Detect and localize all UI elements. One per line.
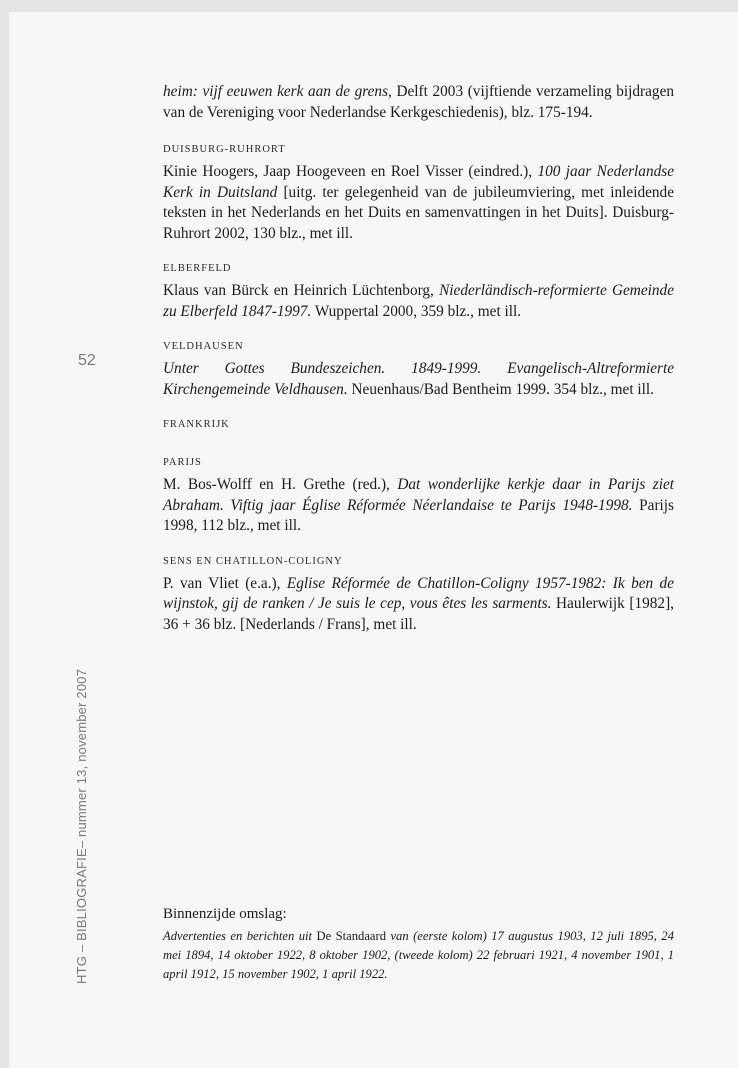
entry-title: Dat wonderlijke kerkje daar in Parijs ziet Abraham. Viftig jaar Église Réformée Néerlandaise te Parijs 1948-1998.	[163, 476, 674, 514]
country-heading: FRANKRIJK	[163, 419, 230, 430]
running-footer: HTG – BIBLIOGRAFIE– nummer 13, november 2007	[74, 668, 89, 984]
entry-text	[163, 475, 674, 537]
entry-details: Parijs 1998, 112 blz., met ill.	[163, 496, 675, 534]
section-heading: SENS EN CHATILLON-COLIGNY	[163, 555, 343, 567]
page-number: 52	[78, 352, 96, 369]
entry-title: heim: vijf eeuwen kerk aan de grens	[163, 83, 389, 100]
section-elberfeld	[163, 262, 674, 322]
section-sens	[163, 555, 674, 636]
entry-authors: Kinie Hoogers, Jaap Hoogeveen en Roel Visser (eindred.),	[163, 163, 538, 180]
entry-details: [uitg. ter gelegenheid van de jubileumviering, met inleidende teksten in het Nederlands en het Duits en samenvattingen in het Duits]. Duisburg-Ruhrort 2002, 130 blz., met ill.	[163, 183, 674, 242]
entry-text	[163, 574, 674, 636]
section-heading: VELDHAUSEN	[163, 341, 244, 352]
newspaper-name: De Standaard	[316, 929, 386, 943]
section-heading: PARIJS	[163, 457, 202, 468]
entry-title: Unter Gottes Bundeszeichen. 1849-1999. Evangelisch-Altreformierte Kirchengemeinde Veldhausen.	[163, 360, 674, 398]
note-title: Binnenzijde omslag:	[163, 906, 287, 922]
entry-text	[163, 281, 674, 322]
entry-details: , Delft 2003 (vijftiende verzameling bijdragen van de Vereniging voor Nederlandse Kerkgeschiedenis), blz. 175-194.	[163, 83, 675, 121]
section-heading: ELBERFELD	[163, 263, 232, 274]
cover-note	[163, 905, 674, 984]
entry-text	[163, 359, 674, 400]
entry-authors: M. Bos-Wolff en H. Grethe (red.),	[163, 476, 398, 493]
entry-authors: Klaus van Bürck en Heinrich Lüchtenborg,	[163, 282, 440, 299]
section-parijs	[163, 456, 674, 537]
section-heading: DUISBURG-RUHRORT	[163, 144, 286, 155]
entry-text	[163, 162, 674, 244]
note-text	[163, 927, 674, 984]
note-text-a: Advertenties en berichten uit	[163, 929, 317, 943]
entry-title: Niederländisch-reformierte Gemeinde zu Elberfeld 1847-1997.	[163, 282, 674, 320]
entry-text	[163, 82, 674, 123]
section-duisburg	[163, 143, 674, 244]
entry-details: Wuppertal 2000, 359 blz., met ill.	[311, 302, 522, 320]
continued-entry	[163, 82, 674, 123]
entry-title: 100 jaar Nederlandse Kerk in Duitsland	[163, 163, 674, 201]
note-text-b: van (eerste kolom) 17 augustus 1903, 12 juli 1895, 24 mei 1894, 14 oktober 1922, 8 oktober 1902, (tweede kolom) 22 februari 1921, 4 november 1901, 1 april 1912, 15 november 1902, 1 april 1922.	[163, 929, 674, 981]
section-veldhausen	[163, 340, 674, 400]
bibliography-content	[163, 82, 674, 653]
entry-details: Neuenhaus/Bad Bentheim 1999. 354 blz., met ill.	[347, 380, 654, 398]
entry-authors: P. van Vliet (e.a.),	[163, 574, 287, 592]
entry-title: Eglise Réformée de Chatillon-Coligny 1957-1982: Ik ben de wijnstok, gij de ranken / Je suis le cep, vous êtes les sarments.	[163, 574, 674, 612]
entry-details: Haulerwijk [1982], 36 + 36 blz. [Nederlands / Frans], met ill.	[163, 595, 674, 633]
